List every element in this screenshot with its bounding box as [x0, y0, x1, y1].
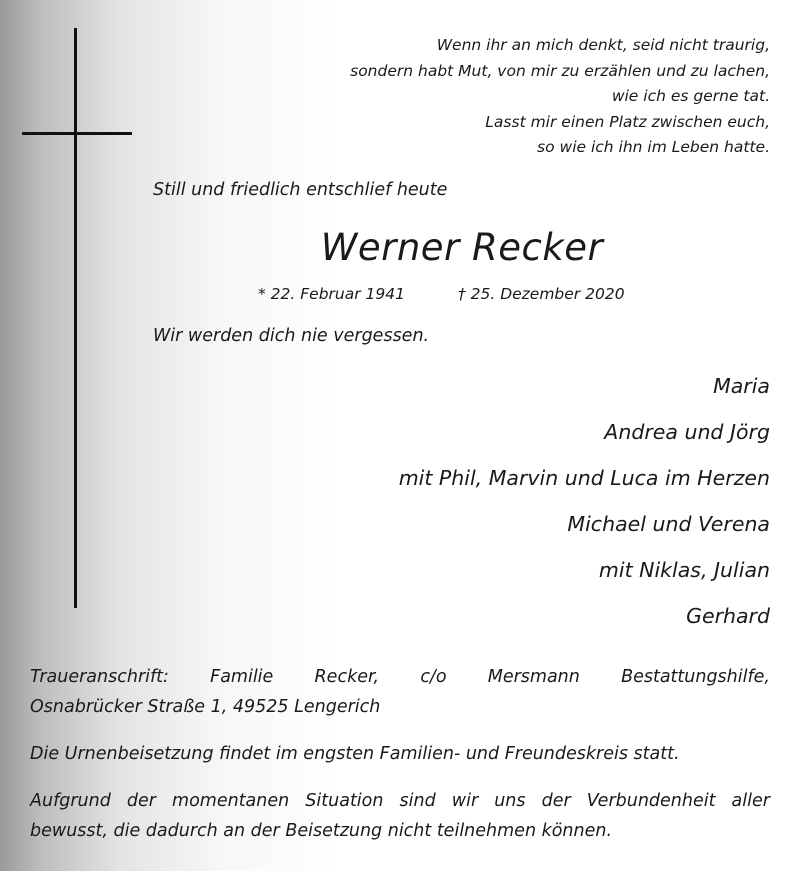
situation-line-2: bewusst, die dadurch an der Beisetzung nicht teilnehmen können. [30, 821, 613, 841]
family-member: Maria [713, 374, 770, 398]
situation-word: der [541, 791, 571, 811]
situation-word: momentanen [172, 791, 290, 811]
life-dates [258, 285, 625, 303]
cross-vertical-beam [74, 28, 77, 608]
address-word: Familie [210, 667, 274, 687]
address-line-2: Osnabrücker Straße 1, 49525 Lengerich [30, 697, 381, 717]
poem-line: wie ich es gerne tat. [611, 87, 770, 105]
birth-date: * 22. Februar 1941 [258, 285, 405, 303]
family-member: mit Niklas, Julian [598, 558, 770, 582]
situation-word: uns [494, 791, 526, 811]
poem-line: sondern habt Mut, von mir zu erzählen und zu lachen, [350, 61, 770, 80]
family-member: Gerhard [686, 604, 770, 628]
situation-line-1 [30, 786, 770, 816]
remembrance-text: Wir werden dich nie vergessen. [153, 326, 430, 346]
urn-burial-text: Die Urnenbeisetzung findet im engsten Familien- und Freundeskreis statt. [30, 744, 680, 764]
address-word: Bestattungshilfe, [621, 667, 770, 687]
situation-text [30, 786, 770, 846]
mourning-address [30, 662, 770, 722]
poem-line: so wie ich ihn im Leben hatte. [537, 138, 770, 156]
situation-word: sind [399, 791, 436, 811]
poem [250, 33, 770, 161]
address-line-1 [30, 662, 770, 692]
address-word: c/o [420, 667, 447, 687]
situation-word: aller [731, 791, 770, 811]
family-member: Andrea und Jörg [604, 420, 770, 444]
situation-word: Situation [305, 791, 384, 811]
family-member: mit Phil, Marvin und Luca im Herzen [398, 466, 770, 490]
address-word: Mersmann [487, 667, 580, 687]
family-member: Michael und Verena [567, 512, 770, 536]
situation-word: der [126, 791, 156, 811]
poem-line: Lasst mir einen Platz zwischen euch, [485, 112, 770, 131]
situation-word: Verbundenheit [586, 791, 716, 811]
family-list [250, 368, 770, 644]
cross-horizontal-beam [22, 132, 132, 135]
situation-word: wir [451, 791, 479, 811]
poem-line: Wenn ihr an mich denkt, seid nicht traurig, [436, 36, 770, 54]
address-word: Recker, [314, 667, 380, 687]
situation-word: Aufgrund [30, 791, 111, 811]
deceased-name: Werner Recker [320, 226, 604, 269]
address-word: Traueranschrift: [30, 667, 169, 687]
cross-icon [22, 28, 132, 608]
intro-text: Still und friedlich entschlief heute [153, 180, 448, 200]
death-date: † 25. Dezember 2020 [457, 285, 625, 303]
